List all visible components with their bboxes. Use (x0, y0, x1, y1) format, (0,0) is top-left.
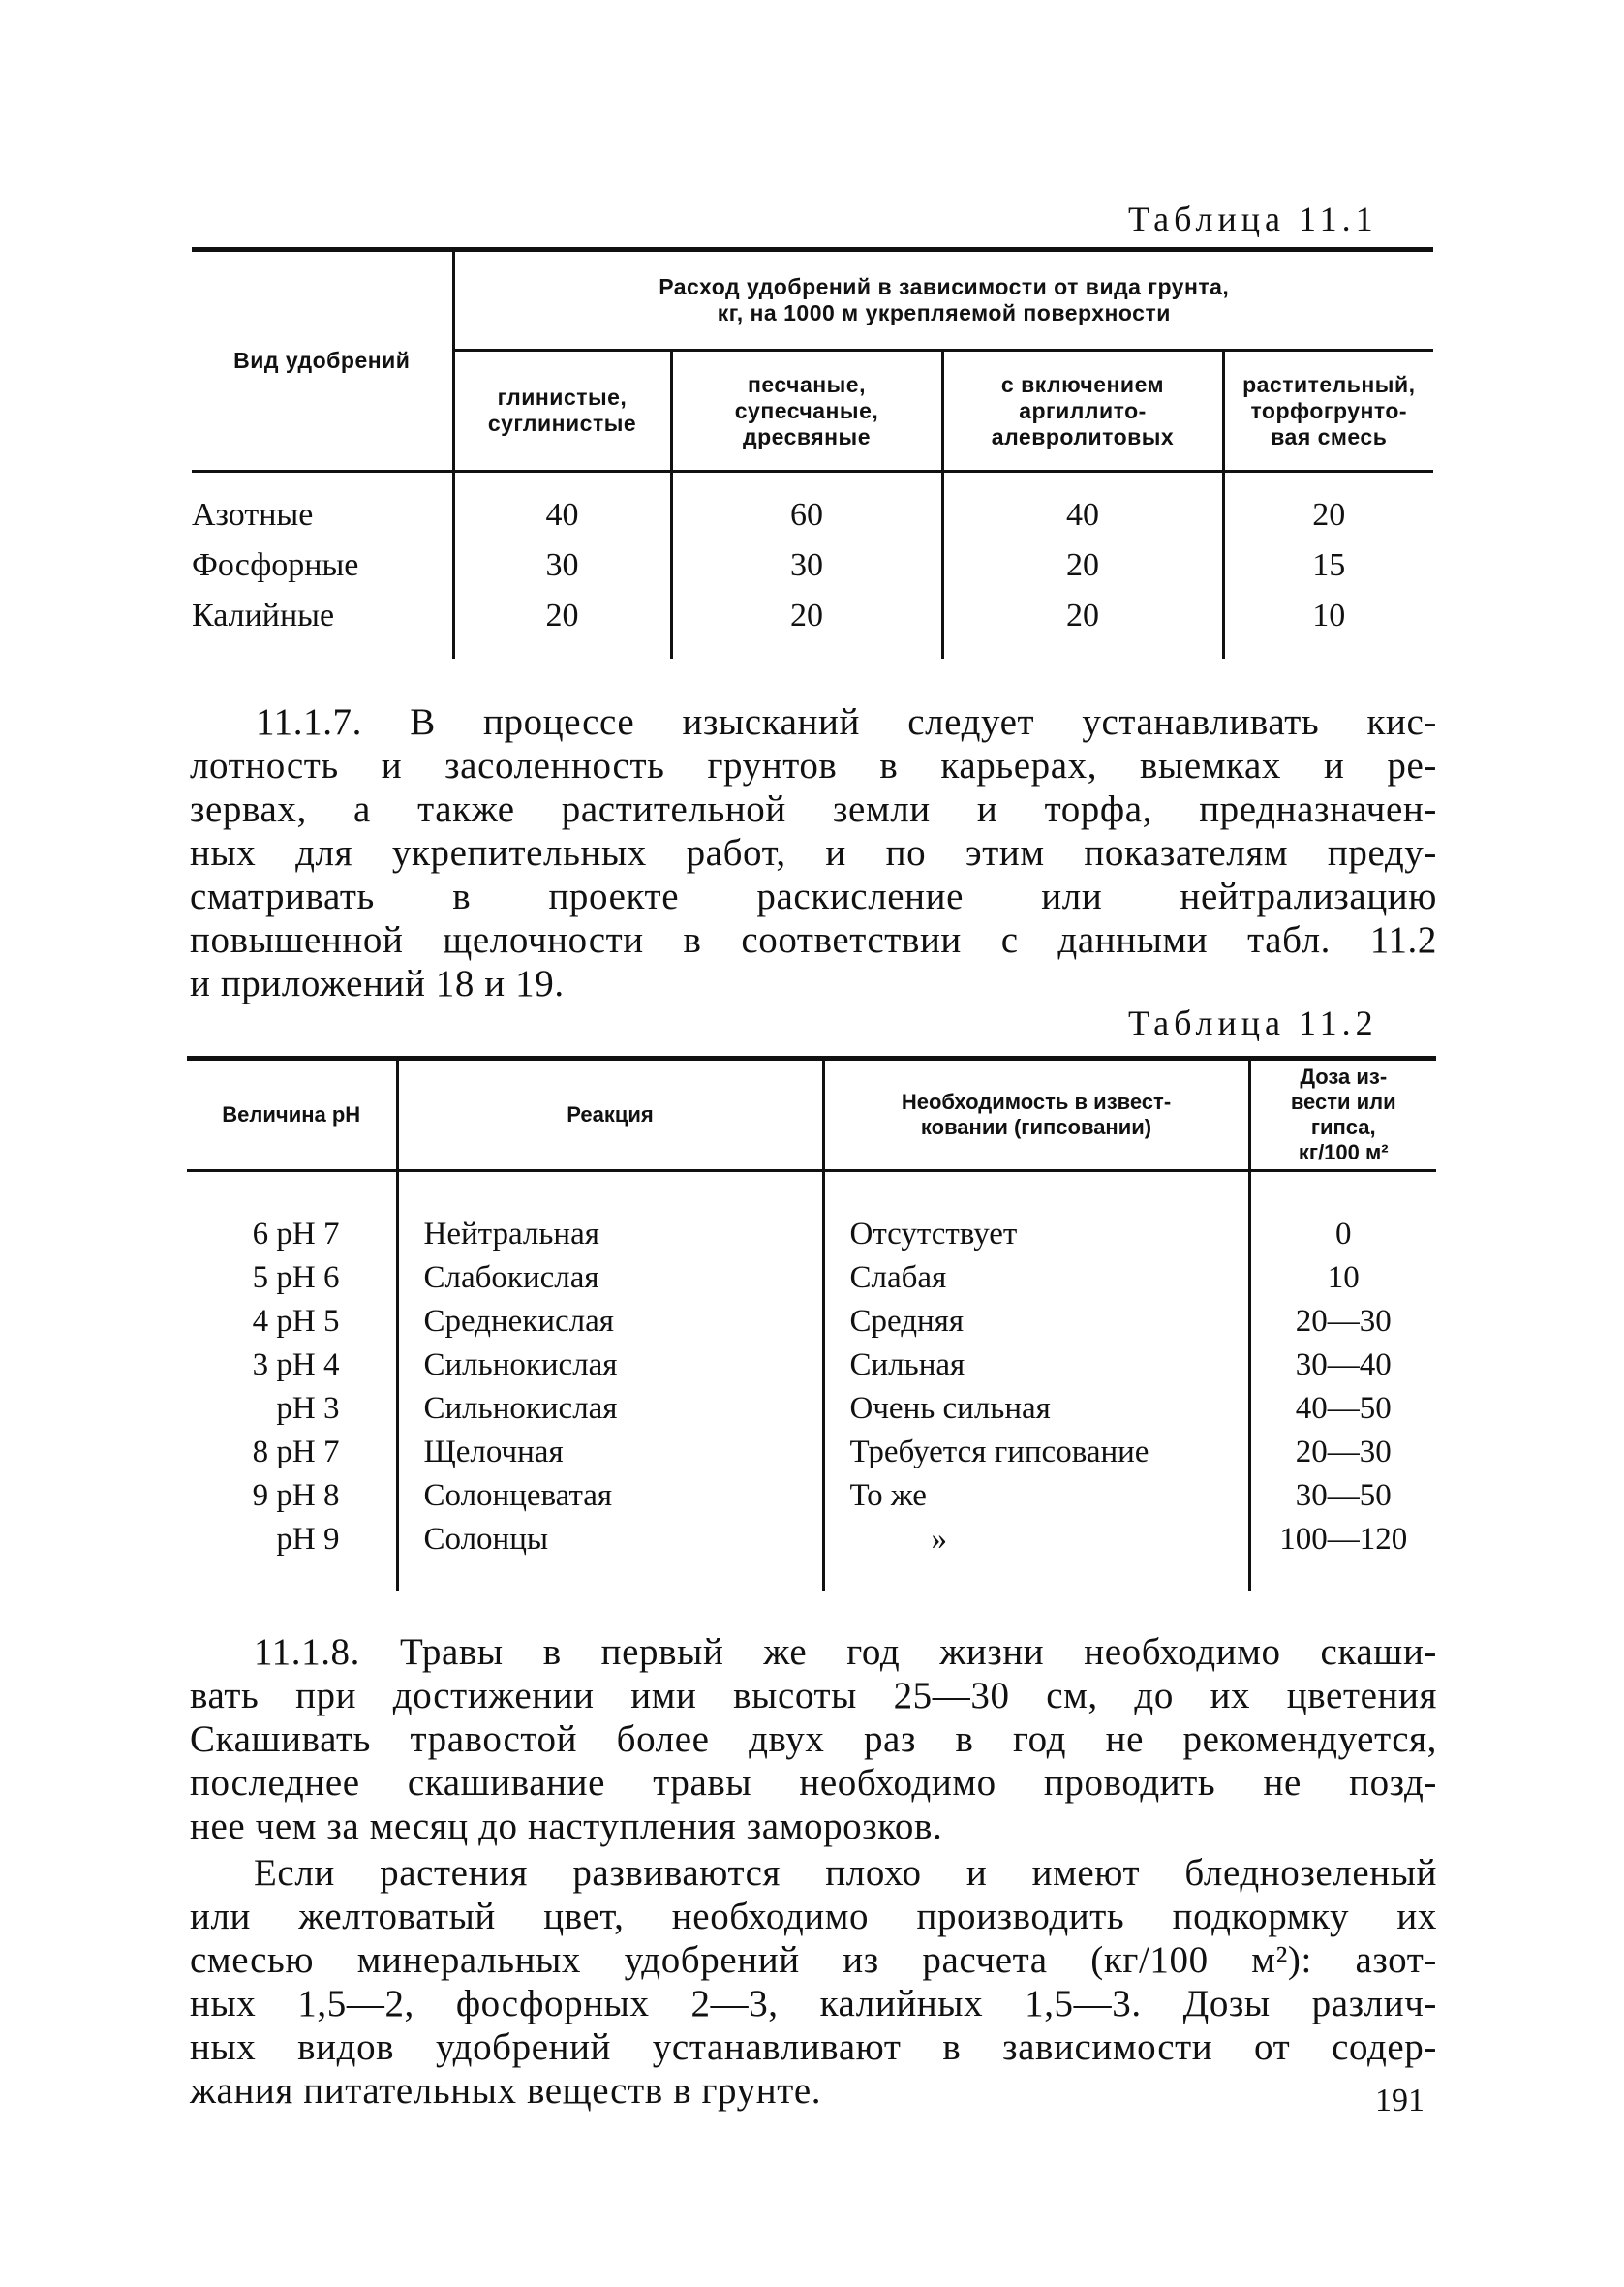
fertilizer-name: Азотные (192, 472, 453, 541)
subheader-sandy (671, 351, 942, 472)
reaction-value: Солонцы (397, 1518, 823, 1591)
cell-value: 20 (942, 591, 1223, 659)
text-line: ных видов удобрений устанавливают в зависимости от содер- (190, 2026, 1437, 2068)
reaction-value: Щелочная (397, 1431, 823, 1474)
cell-value: 20 (1312, 497, 1346, 533)
table-row (187, 1431, 1436, 1474)
table-row (192, 472, 1433, 541)
cell-value: 30 (453, 541, 671, 591)
need-value: Отсутствует (823, 1171, 1249, 1257)
need-value: Слабая (823, 1256, 1249, 1300)
reaction-value: Нейтральная (397, 1171, 823, 1257)
subheader-line: алевролитовых (991, 423, 1175, 449)
need-value: » (823, 1518, 1249, 1591)
table-row (187, 1171, 1436, 1257)
dose-value: 40—50 (1295, 1391, 1392, 1426)
subheader-line: песчаные, (748, 371, 866, 397)
reaction-value: Солонцеватая (397, 1474, 823, 1518)
paragraph-feeding (190, 1851, 1437, 2113)
dose-value: 100—120 (1279, 1522, 1408, 1557)
subheader-line: с включением (1000, 371, 1165, 397)
table-row (187, 1518, 1436, 1591)
ph-value: 4 pH 5 (187, 1300, 397, 1344)
header-line: Необходимость в извест- (901, 1090, 1172, 1114)
reaction-value: Сильнокислая (397, 1344, 823, 1387)
subheader-line: растительный, (1242, 371, 1416, 397)
header-line: Доза из- (1300, 1065, 1388, 1089)
ph-value: 9 pH 8 (187, 1474, 397, 1518)
table-11-2 (187, 1056, 1436, 1591)
subheader-line: супесчаные, (734, 397, 879, 423)
text-line: сматривать в проекте раскисление или нейтрализацию (190, 876, 1437, 917)
ph-value: pH 9 (187, 1518, 397, 1591)
need-value: Очень сильная (823, 1387, 1249, 1431)
text-line: ных 1,5—2, фосфорных 2—3, калийных 1,5—3. Дозы различ- (190, 1983, 1437, 2024)
cell-value: 40 (942, 472, 1223, 541)
dose-value: 30—40 (1295, 1347, 1392, 1382)
text-line: повышенной щелочности в соответствии с данными табл. 11.2 (190, 919, 1437, 961)
cell-value: 20 (671, 591, 942, 659)
cell-value: 15 (1312, 547, 1346, 583)
table-row (187, 1387, 1436, 1431)
cell-value: 30 (671, 541, 942, 591)
reaction-value: Сильнокислая (397, 1387, 823, 1431)
table-row (192, 591, 1433, 659)
subheader-line: дресвяные (742, 423, 871, 449)
cell-value: 60 (671, 472, 942, 541)
cell-value: 10 (1312, 598, 1346, 634)
subheader-line: вая смесь (1271, 423, 1388, 449)
header-line: гипса, (1310, 1115, 1376, 1139)
table-row (187, 1300, 1436, 1344)
text-line: и приложений 18 и 19. (190, 963, 565, 1004)
ph-value: pH 3 (187, 1387, 397, 1431)
reaction-value: Слабокислая (397, 1256, 823, 1300)
dose-value: 0 (1335, 1217, 1352, 1252)
dose-value: 30—50 (1295, 1478, 1392, 1513)
col-header-need (823, 1059, 1249, 1171)
paragraph-11-1-7 (190, 700, 1437, 1005)
subheader-clay (453, 351, 671, 472)
header-line: кг/100 м² (1298, 1140, 1389, 1164)
cell-value: 40 (453, 472, 671, 541)
col-header-fertilizer-type: Вид удобрений (192, 250, 453, 472)
ph-value: 3 pH 4 (187, 1344, 397, 1387)
col-header-dose (1249, 1059, 1436, 1171)
col-header-ph: Величина pH (187, 1059, 397, 1171)
col-header-reaction: Реакция (397, 1059, 823, 1171)
subheader-argillite (942, 351, 1223, 472)
cell-value: 20 (453, 591, 671, 659)
text-line: Скашивать травостой более двух раз в год не рекомендуется, (190, 1718, 1437, 1760)
text-line: смесью минеральных удобрений из расчета (кг/100 м²): азот- (190, 1939, 1437, 1981)
ph-value: 5 pH 6 (187, 1256, 397, 1300)
text-line: вать при достижении ими высоты 25—30 см, до их цветения (190, 1675, 1437, 1716)
fertilizer-name: Фосфорные (192, 541, 453, 591)
need-value: Средняя (823, 1300, 1249, 1344)
ph-value: 6 pH 7 (187, 1171, 397, 1257)
header-line: вести или (1290, 1090, 1396, 1114)
table-11-1 (192, 247, 1433, 659)
table-row (187, 1474, 1436, 1518)
subheader-line: аргиллито- (1019, 397, 1147, 423)
text-line: лотность и засоленность грунтов в карьерах, выемках и ре- (190, 745, 1437, 787)
page-number: 191 (1375, 2083, 1425, 2118)
text-line: последнее скашивание травы необходимо проводить не позд- (190, 1762, 1437, 1804)
ph-value: 8 pH 7 (187, 1431, 397, 1474)
subheader-peat (1223, 351, 1433, 472)
subheader-line: торфогрунто- (1250, 397, 1408, 423)
text-line: нее чем за месяц до наступления заморозков. (190, 1806, 943, 1847)
text-line: жания питательных веществ в грунте. (190, 2070, 822, 2112)
paragraph-11-1-8 (190, 1630, 1437, 1848)
group-header-line: Расход удобрений в зависимости от вида грунта, (659, 274, 1230, 299)
text-line: зервах, а также растительной земли и торфа, предназначен- (190, 788, 1437, 830)
group-header (453, 250, 1433, 351)
dose-value: 20—30 (1295, 1304, 1392, 1339)
header-line: ковании (гипсовании) (920, 1115, 1152, 1139)
dose-value: 20—30 (1295, 1435, 1392, 1469)
cell-value: 20 (942, 541, 1223, 591)
fertilizer-name: Калийные (192, 591, 453, 659)
text-line: ных для укрепительных работ, и по этим показателям преду- (190, 832, 1437, 874)
table-row (187, 1344, 1436, 1387)
need-value: То же (823, 1474, 1249, 1518)
subheader-line: суглинистые (487, 411, 637, 436)
table-11-2-caption: Таблица 11.2 (1128, 1004, 1378, 1042)
table-11-1-caption: Таблица 11.1 (1128, 200, 1378, 238)
reaction-value: Среднекислая (397, 1300, 823, 1344)
group-header-line: кг, на 1000 м укрепляемой поверхности (717, 300, 1171, 325)
table-row (187, 1256, 1436, 1300)
need-value: Требуется гипсование (823, 1431, 1249, 1474)
text-line: или желтоватый цвет, необходимо производить подкормку их (190, 1896, 1437, 1937)
table-row (192, 541, 1433, 591)
dose-value: 10 (1327, 1260, 1360, 1295)
text-line: 11.1.8. Травы в первый же год жизни необходимо скаши- (254, 1631, 1437, 1673)
text-line: Если растения развиваются плохо и имеют бледнозеленый (254, 1852, 1437, 1894)
need-value: Сильная (823, 1344, 1249, 1387)
subheader-line: глинистые, (497, 385, 628, 410)
text-line: 11.1.7. В процессе изысканий следует устанавливать кис- (256, 701, 1437, 743)
